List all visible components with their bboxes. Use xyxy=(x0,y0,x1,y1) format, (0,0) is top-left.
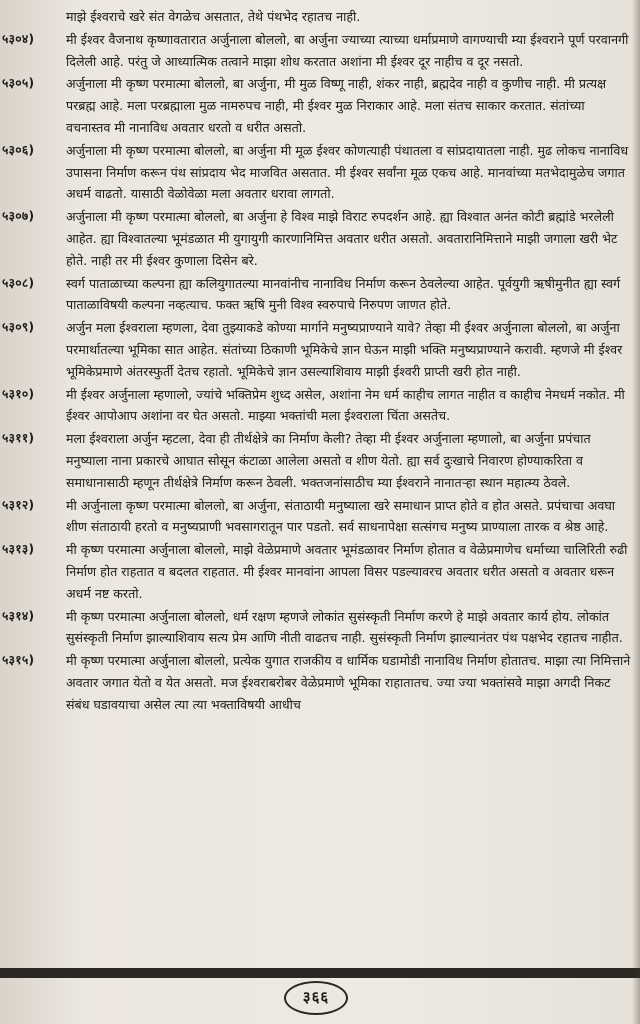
entry-5309 xyxy=(0,317,632,382)
entry-text: मी कृष्ण परमात्मा अर्जुनाला बोललो, प्रत्येक युगात राजकीय व धार्मिक घडामोडी नानाविध निर्माण होतातच. माझा त्या निमित्ताने अवतार जगात येतो व येत असतो. मज ईश्वराबरोबर वेळेप्रमाणे भूमिका राहातातच. ज्या ज्या भक्तांसवे माझा अगदी निकट संबंध घडावयाचा असेल त्या त्या भक्ताविषयी आधीच xyxy=(66,653,631,712)
page-number: ३६६ xyxy=(284,981,348,1015)
entry-text: मी अर्जुनाला कृष्ण परमात्मा बोललो, बा अर्जुना, संताठायी मनुष्याला खरे समाधान प्राप्त होते व होत असते. प्रपंचाचा अवघा शीण संताठायी हरतो व मनुष्यप्राणी भवसागरातून पार पडतो. सर्व साधनापेक्षा सत्संगच मनुष्य प्राण्याला तारक व श्रेष्ठ आहे. xyxy=(66,497,616,535)
entry-number: ५३१०) xyxy=(2,386,35,401)
entry-5306 xyxy=(0,140,632,205)
entry-5305 xyxy=(0,73,632,138)
entry-number: ५३११) xyxy=(2,431,35,446)
entry-number: ५३०७) xyxy=(2,209,35,224)
entry-5307 xyxy=(0,206,632,271)
entry-number: ५३०६) xyxy=(2,142,35,157)
entry-text: मला ईश्वराला अर्जुन म्हटला, देवा ही तीर्थक्षेत्रे का निर्माण केली? तेव्हा मी ईश्वर अर्जुनाला म्हणालो, बा अर्जुना प्रपंचात मनुष्याला नाना प्रकारचे आघात सोसून कंटाळा आलेला असतो व शीण येतो. ह्या सर्व दुःखाचे निवारण होण्याकरिता व समाधानासाठी म्हणून तीर्थक्षेत्रे निर्माण करून ठेवली. भक्तजनांसाठीच म्या ईश्वराने नानातऱ्हा स्थान महात्म्य ठेवले. xyxy=(66,431,591,490)
entry-text: मी ईश्वर अर्जुनाला म्हणालो, ज्यांचे भक्तिप्रेम शुध्द असेल, अशांना नेम धर्म काहीच लागत नाहीत व काहीच नेमधर्म नकोत. मी ईश्वर आपोआप अशांना वर घेत असतो. माझ्या भक्तांची मला ईश्वराला चिंता असतेच. xyxy=(66,386,625,424)
entry-5313 xyxy=(0,539,632,604)
entry-number: ५३०९) xyxy=(2,320,35,335)
entry-number: ५३०४) xyxy=(2,31,35,46)
entry-5304 xyxy=(0,29,632,73)
entry-5315 xyxy=(0,650,632,715)
entry-5311 xyxy=(0,428,632,493)
entry-text: मी ईश्वर वैजनाथ कृष्णावतारात अर्जुनाला बोललो, बा अर्जुना ज्याच्या त्याच्या धर्माप्रमाणे वागण्याची म्या ईश्वराने पूर्ण परवानगी दिलेली आहे. परंतु जे आध्यात्मिक तत्वाने माझा शोध करतात अशांना मी ईश्वर दूर नाहीच व दूर नसतो. xyxy=(66,31,629,69)
entry-number: ५३०८) xyxy=(2,275,35,290)
entry-number: ५३१२) xyxy=(2,497,35,512)
intro-text: माझे ईश्वराचे खरे संत वेगळेच असतात, तेथे पंथभेद रहातच नाही. xyxy=(66,9,361,24)
entry-text: अर्जुनाला मी कृष्ण परमात्मा बोललो, बा अर्जुना मी मूळ ईश्वर कोणत्याही पंथातला व सांप्रदायातला नाही. मुढ लोकच नानाविध उपासना निर्माण करून पंथ सांप्रदाय भेद माजवित असतात. मी ईश्वर सर्वांना मूळ एकच आहे. मानवांच्या मतभेदामुळेच जगात अधर्म वाढतो. यासाठी वेळोवेळा मला अवतार धरावा लागतो. xyxy=(66,142,629,202)
footer-divider xyxy=(0,968,640,978)
entry-number: ५३०५) xyxy=(2,76,35,91)
entry-text: अर्जुनाला मी कृष्ण परमात्मा बोललो, बा अर्जुना हे विश्व माझे विराट रुपदर्शन आहे. ह्या विश्वात अनंत कोटी ब्रह्मांडे भरलेली आहेत. ह्या विश्वातल्या भूमंडळात मी युगायुगी कारणानिमित्त अवतार धरीत असतो. अवतारानिमित्ताने माझी जगाला खरी भेट होते. नाही तर मी ईश्वर कुणाला दिसेन बरे. xyxy=(66,209,618,268)
entry-text: अर्जुनाला मी कृष्ण परमात्मा बोललो, बा अर्जुना, मी मुळ विष्णू नाही, शंकर नाही, ब्रह्मदेव नाही व कुणीच नाही. मी प्रत्यक्ष परब्रह्म आहे. मला परब्रह्माला मुळ नामरुपच नाही, मी ईश्वर मुळ निराकार आहे. मला संतच साकार करतात. संतांच्या वचनास्तव मी नानाविध अवतार धरतो व धरीत असतो. xyxy=(66,76,607,135)
entry-5314 xyxy=(0,606,632,650)
entry-text: स्वर्ग पाताळाच्या कल्पना ह्या कलियुगातल्या मानवांनीच नानाविध निर्माण करून ठेवलेल्या आहेत. पूर्वयुगी ऋषीमुनीत ह्या स्वर्ग पाताळाविषयी कल्पना नव्हत्याच. फक्त ऋषि मुनी विश्व स्वरुपाचे निरुपण जाणत होते. xyxy=(66,275,621,313)
entry-text: अर्जुन मला ईश्वराला म्हणला, देवा तुझ्याकडे कोण्या मार्गाने मनुष्यप्राण्याने यावे? तेव्हा मी ईश्वर अर्जुनाला बोललो, बा अर्जुना परमार्थातल्या भूमिका सात आहेत. संतांच्या ठिकाणी भूमिकेचे ज्ञान घेऊन माझी भक्ति मनुष्यप्राण्याने करावी. म्हणजे मी ईश्वर भूमिकेप्रमाणे अंतरस्फुर्ती देतच रहातो. भूमिकेचे ज्ञान उसल्याशिवाय माझी ईश्वरी प्राप्ती खरी होत नाही. xyxy=(66,320,623,379)
entry-text: मी कृष्ण परमात्मा अर्जुनाला बोललो, धर्म रक्षण म्हणजे लोकांत सुसंस्कृती निर्माण करणे हे माझे अवतार कार्य होय. लोकांत सुसंस्कृती निर्माण झाल्याशिवाय सत्य प्रेम आणि नीती वाढतच नाही. सुसंस्कृती निर्माण झाल्यानंतर पंथ पक्षभेद रहातच नाहीत. xyxy=(66,608,623,646)
entry-5308 xyxy=(0,273,632,317)
page-content xyxy=(0,6,632,716)
entry-number: ५३१३) xyxy=(2,542,35,557)
entry-number: ५३१५) xyxy=(2,653,35,668)
entry-5312 xyxy=(0,495,632,539)
entry-text: मी कृष्ण परमात्मा अर्जुनाला बोललो, माझे वेळेप्रमाणे अवतार भूमंडळावर निर्माण होतात व वेळेप्रमाणेच धर्माच्या चालिरिती रुढी निर्माण होत राहतात व बदलत राहतात. मी ईश्वर मानवांना आपला विसर पडल्यावरच अवतार धरीत असतो व अवतार धरून अधर्म नष्ट करतो. xyxy=(66,542,628,601)
entry-5310 xyxy=(0,384,632,428)
entry-number: ५३१४) xyxy=(2,608,35,623)
